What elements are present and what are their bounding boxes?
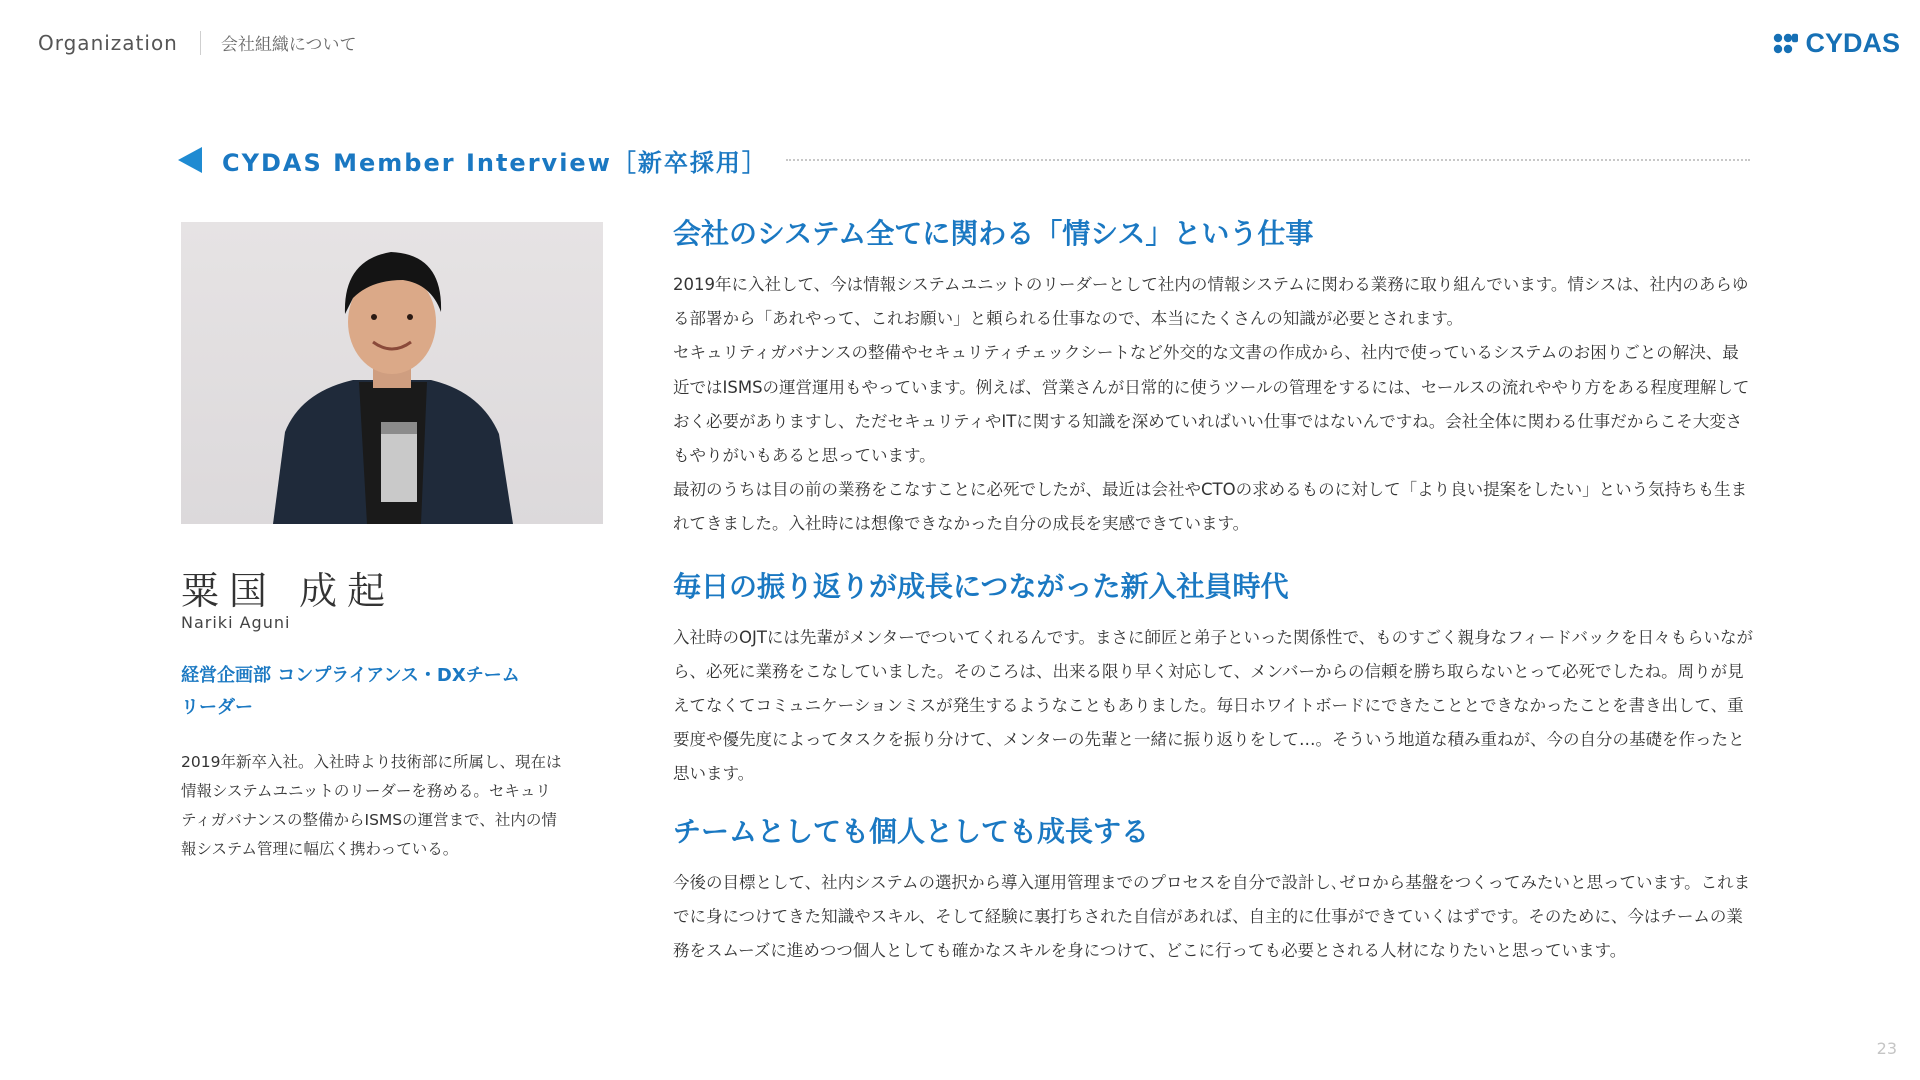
dotted-rule <box>786 159 1750 161</box>
portrait-illustration <box>181 222 603 524</box>
section-title-bar <box>178 142 1750 178</box>
profile-name-jp: 粟国 成起 <box>181 569 396 613</box>
section-title: CYDAS Member Interview［新卒採用］ <box>222 148 768 177</box>
triangle-marker-icon <box>178 147 202 173</box>
interview-heading-2: 毎日の振り返りが成長につながった新入社員時代 <box>673 569 1289 603</box>
header-section-en: Organization <box>38 30 178 55</box>
logo-text: CYDAS <box>1805 28 1900 58</box>
cydas-logo-mark-icon <box>1773 33 1799 55</box>
interview-paragraph: 入社時のOJTには先輩がメンターでついてくれるんです。まさに師匠と弟子といった関係性で、ものすごく親身なフィードバックを日々もらいながら、必死に業務をこなしていました。そのころは、出来る限り早く対応して、メンバーからの信頼を勝ち取らないとって必死でしたね。周りが見えてなくてコミュニケーションミスが発生するようなこともありました。毎日ホワイトボードにできたこととできなかったことを書き出して、重要度や優先度によってタスクを振り分けて、メンターの先輩と一緒に振り返りをして…。そういう地道な積み重ねが、今の自分の基礎を作ったと思います。 <box>673 627 1753 784</box>
page-number: 23 <box>1876 1039 1897 1058</box>
header-section-jp: 会社組織について <box>220 35 357 55</box>
department-line-1: 経営企画部 コンプライアンス・DXチーム <box>181 665 520 686</box>
profile-name-en: Nariki Aguni <box>181 613 291 632</box>
interview-block-1 <box>673 212 1755 542</box>
interview-paragraph: セキュリティガバナンスの整備やセキュリティチェックシートなど外交的な文書の作成から、社内で使っているシステムのお困りごとの解決、最近ではISMSの運営運用もやっています。例えば、営業さんが日常的に使うツールの管理をするには、セールスの流れややり方をある程度理解しておく必要がありますし、ただセキュリティやITに関する知識を深めていればいい仕事ではないんですね。会社全体に関わる仕事だからこそ大変さもやりがいもあると思っています。 <box>673 343 1750 466</box>
interview-paragraph: 今後の目標として、社内システムの選択から導入運用管理までのプロセスを自分で設計し､ゼロから基盤をつくってみたいと思っています。これまでに身につけてきた知識やスキル、そして経験に裏打ちされた自信があれば、自主的に仕事ができていくはずです。そのために、今はチームの業務をスムーズに進めつつ個人としても確かなスキルを身につけて、どこに行っても必要とされる人材になりたいと思っています。 <box>673 872 1751 961</box>
interview-heading-1: 会社のシステム全てに関わる「情シス」という仕事 <box>673 217 1314 250</box>
interview-paragraph: 2019年に入社して、今は情報システムユニットのリーダーとして社内の情報システムに関わる業務に取り組んでいます。情シスは、社内のあらゆる部署から「あれやって、これお願い」と頼られる仕事なので、本当にたくさんの知識が必要とされます。 <box>673 275 1749 329</box>
profile-bio: 2019年新卒入社。入社時より技術部に所属し、現在は情報システムユニットのリーダーを務める。セキュリティガバナンスの整備からISMSの運営まで、社内の情報システム管理に幅広く携わっている。 <box>181 753 562 858</box>
profile-department <box>181 660 581 724</box>
interview-block-2 <box>673 565 1755 792</box>
header-breadcrumb <box>38 30 357 55</box>
interview-block-3 <box>673 810 1755 969</box>
profile-photo <box>181 222 603 524</box>
interview-content <box>673 212 1755 968</box>
department-line-2: リーダー <box>181 697 253 718</box>
interview-heading-3: チームとしても個人としても成長する <box>673 814 1150 848</box>
cydas-logo <box>1773 28 1900 59</box>
interview-paragraph: 最初のうちは目の前の業務をこなすことに必死でしたが、最近は会社やCTOの求めるものに対して「より良い提案をしたい」という気持ちも生まれてきました。入社時には想像できなかった自分の成長を実感できています。 <box>673 480 1748 534</box>
header-divider <box>200 31 201 55</box>
